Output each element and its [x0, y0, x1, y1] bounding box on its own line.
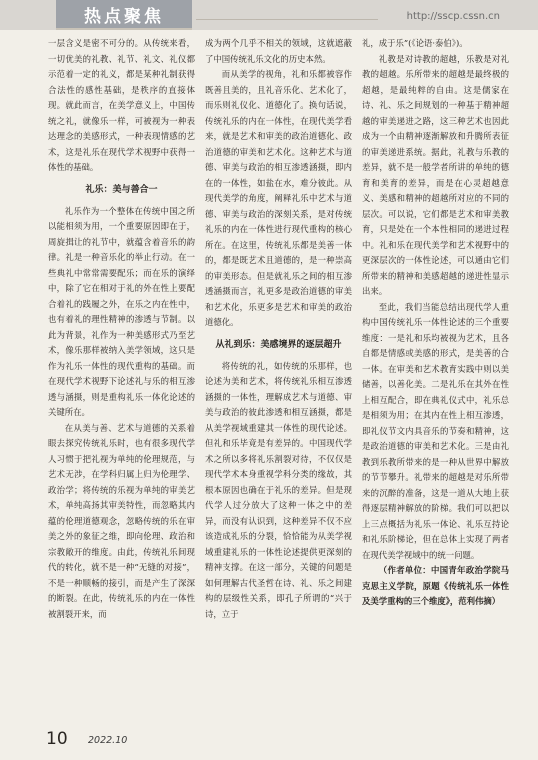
header-url: http://sscp.cssn.cn [406, 11, 500, 22]
paragraph: 礼乐作为一个整体在传统中国之所以能相须为用，一个重要原因即在于，周旋揖让的礼节中，就蕴含着音乐的韵律。礼是一种音乐化的举止行动。在一些典礼中常常需要配乐；而在乐的演绎中，除了它在相对于礼的外在性上要配合着礼的践履之外，在乐之内在性中，也有着礼的理性精神的渗透与节制。以此为背景，礼作为一种美感形式乃至艺术，像乐那样被纳入美学领域，这只是作为礼乐一体性的现代重构的基础。而在现代学术视野下论述礼与乐的相互渗透与涵摄，则是重构礼乐一体化论述的关键所在。 [48, 205, 195, 417]
header-divider [196, 19, 378, 20]
section-heading: 礼乐：美与善合一 [85, 184, 158, 195]
paragraph: 在从美与善、艺术与道德的关系着眼去探究传统礼乐时，也有很多现代学人习惯于把礼视为单纯的伦理规范，与艺术无涉，在学科归属上归为伦理学、政治学；将传统的乐视为单纯的审美艺术，单纯高扬其审美特性，而忽略其内蕴的伦理道德观念，忽略传统的乐在审美之外的象征之维，即向伦理、政治和宗教敞开的维度。由此，传统礼乐间现代的转化，就不是一种“无缝的对接”，不是一种顺畅的接引，而是产生了深深的断裂。在此，传统礼乐的内在一体性被割裂开来，而 [48, 422, 195, 619]
column-3 [362, 36, 509, 704]
paragraph: 而从美学的视角，礼和乐都被容作既善且美的，且礼音乐化、艺术化了，而乐则礼仪化、道德化了。换句话说，传统礼乐的内在一体性，在现代美学看来，就是艺术和审美的政治道德化、政治道德的审美和艺术化。这种艺术与道德、审美与政治的相互渗透涵摄，即内在的一体性，如盐在水，难分彼此。从现代美学的角度，阐释礼乐中艺术与道德、审美与政治的深刻关系，是对传统礼乐的内在一体性进行现代重构的核心所在。在这里，传统礼乐都是美善一体的，都是既艺术且道德的，是一种崇高的审美形态。但是就礼乐之间的相互渗透涵摄而言，礼更多是政治道德的审美和艺术化，乐更多是艺术和审美的政治道德化。 [205, 69, 352, 327]
page-number: 10 [46, 729, 68, 749]
paragraph: 礼教是对诗教的超越，乐教是对礼教的超越。乐所带来的超越是最终极的超越，是最纯粹的自由。这是儒家在诗、礼、乐之间规划的一种基于精神超越的审美递进之路，这三种艺术也因此成为一个由精神逐渐解放和升腾所表征的审美递进系统。据此，礼教与乐教的差异，就不是一般学者所讲的单纯的德育和美育的差异，而是在心灵超越意义、美感和精神的超越所对应的不同的层次。可以说，它们都是艺术和审美教育，只是处在一个本性相同的递进过程中。礼和乐在现代美学和艺术视野中的更深层次的一体性论述，可以通由它们所带来的精神和美感超越的递进性显示出来。 [362, 53, 509, 296]
column-1 [48, 36, 195, 704]
issue-date: 2022.10 [88, 735, 128, 746]
paragraph: 礼，成于乐”(《论语·泰伯》)。 [362, 38, 468, 48]
paragraph: 一层含义是密不可分的。从传统来看，一切优美的礼教、礼节、礼文、礼仪都示范着一定的礼义，都是某种礼制获得合法性的感性基础，是秩序的直接体现。就此而言，在美学意义上，中国传统之礼，就像乐一样，可被视为一种表达理念的美感形式，一种表现情感的艺术，这是礼乐在现代学术视野中获得一体性的基础。 [48, 38, 195, 172]
author-note: （作者单位：中国青年政治学院马克思主义学院，原题《传统礼乐一体性及美学重构的三个维度》，范利伟摘） [362, 565, 509, 606]
paragraph: 成为两个几乎不相关的领域，这就遮蔽了中国传统礼乐文化的历史本然。 [205, 38, 352, 64]
column-2 [205, 36, 352, 704]
paragraph: 至此，我们当能总结出现代学人重构中国传统礼乐一体性论述的三个重要维度：一是礼和乐均被视为艺术，且各自都是情感或美感的形式，是美善的合一体。在审美和艺术教育实践中则以美储善，以善化美。二是礼乐在其外在性上相互配合，即在典礼仪式中，礼乐总是相须为用；在其内在性上相互渗透，即礼仪节文内具音乐的节奏和精神，这是政治道德的审美和艺术化。三是由礼教到乐教所带来的是一种从世界中解放的节节攀升。礼带来的超越是对乐所带来的沉醉的准备，这是一道从大地上获得逐层精神解放的阶梯。我们可以把以上三点概括为礼乐一体论、礼乐互持论和礼乐阶梯论，但在总体上实现了两者在现代美学视域中的统一问题。 [362, 301, 509, 560]
paragraph: 将传统的礼，如传统的乐那样，也论述为美和艺术，将传统礼乐相互渗透涵摄的一体性，理解成艺术与道德、审美与政治的彼此渗透和相互涵摄，都是从美学视域重建其一体性的现代论述。但礼和乐毕竟是有差异的。中国现代学术之所以多将礼乐割裂对待，不仅仅是现代学术本身重视学科分类的缘故，其根本原因也确在于礼乐的差异。但是现代学人过分放大了这种一体之中的差异，而没有认识到，这种差异不仅不应该造成礼乐的分裂，恰恰能为从美学视域重建礼乐的一体性论述提供更深刻的精神支撑。在这一部分，关键的问题是如何理解古代圣哲在诗、礼、乐之间建构的层级性关系，即孔子所谓的“兴于诗，立于 [205, 360, 352, 619]
section-title: 热点聚焦 [56, 0, 192, 30]
article-columns [48, 36, 510, 704]
section-heading: 从礼到乐：美感境界的逐层超升 [215, 339, 342, 350]
